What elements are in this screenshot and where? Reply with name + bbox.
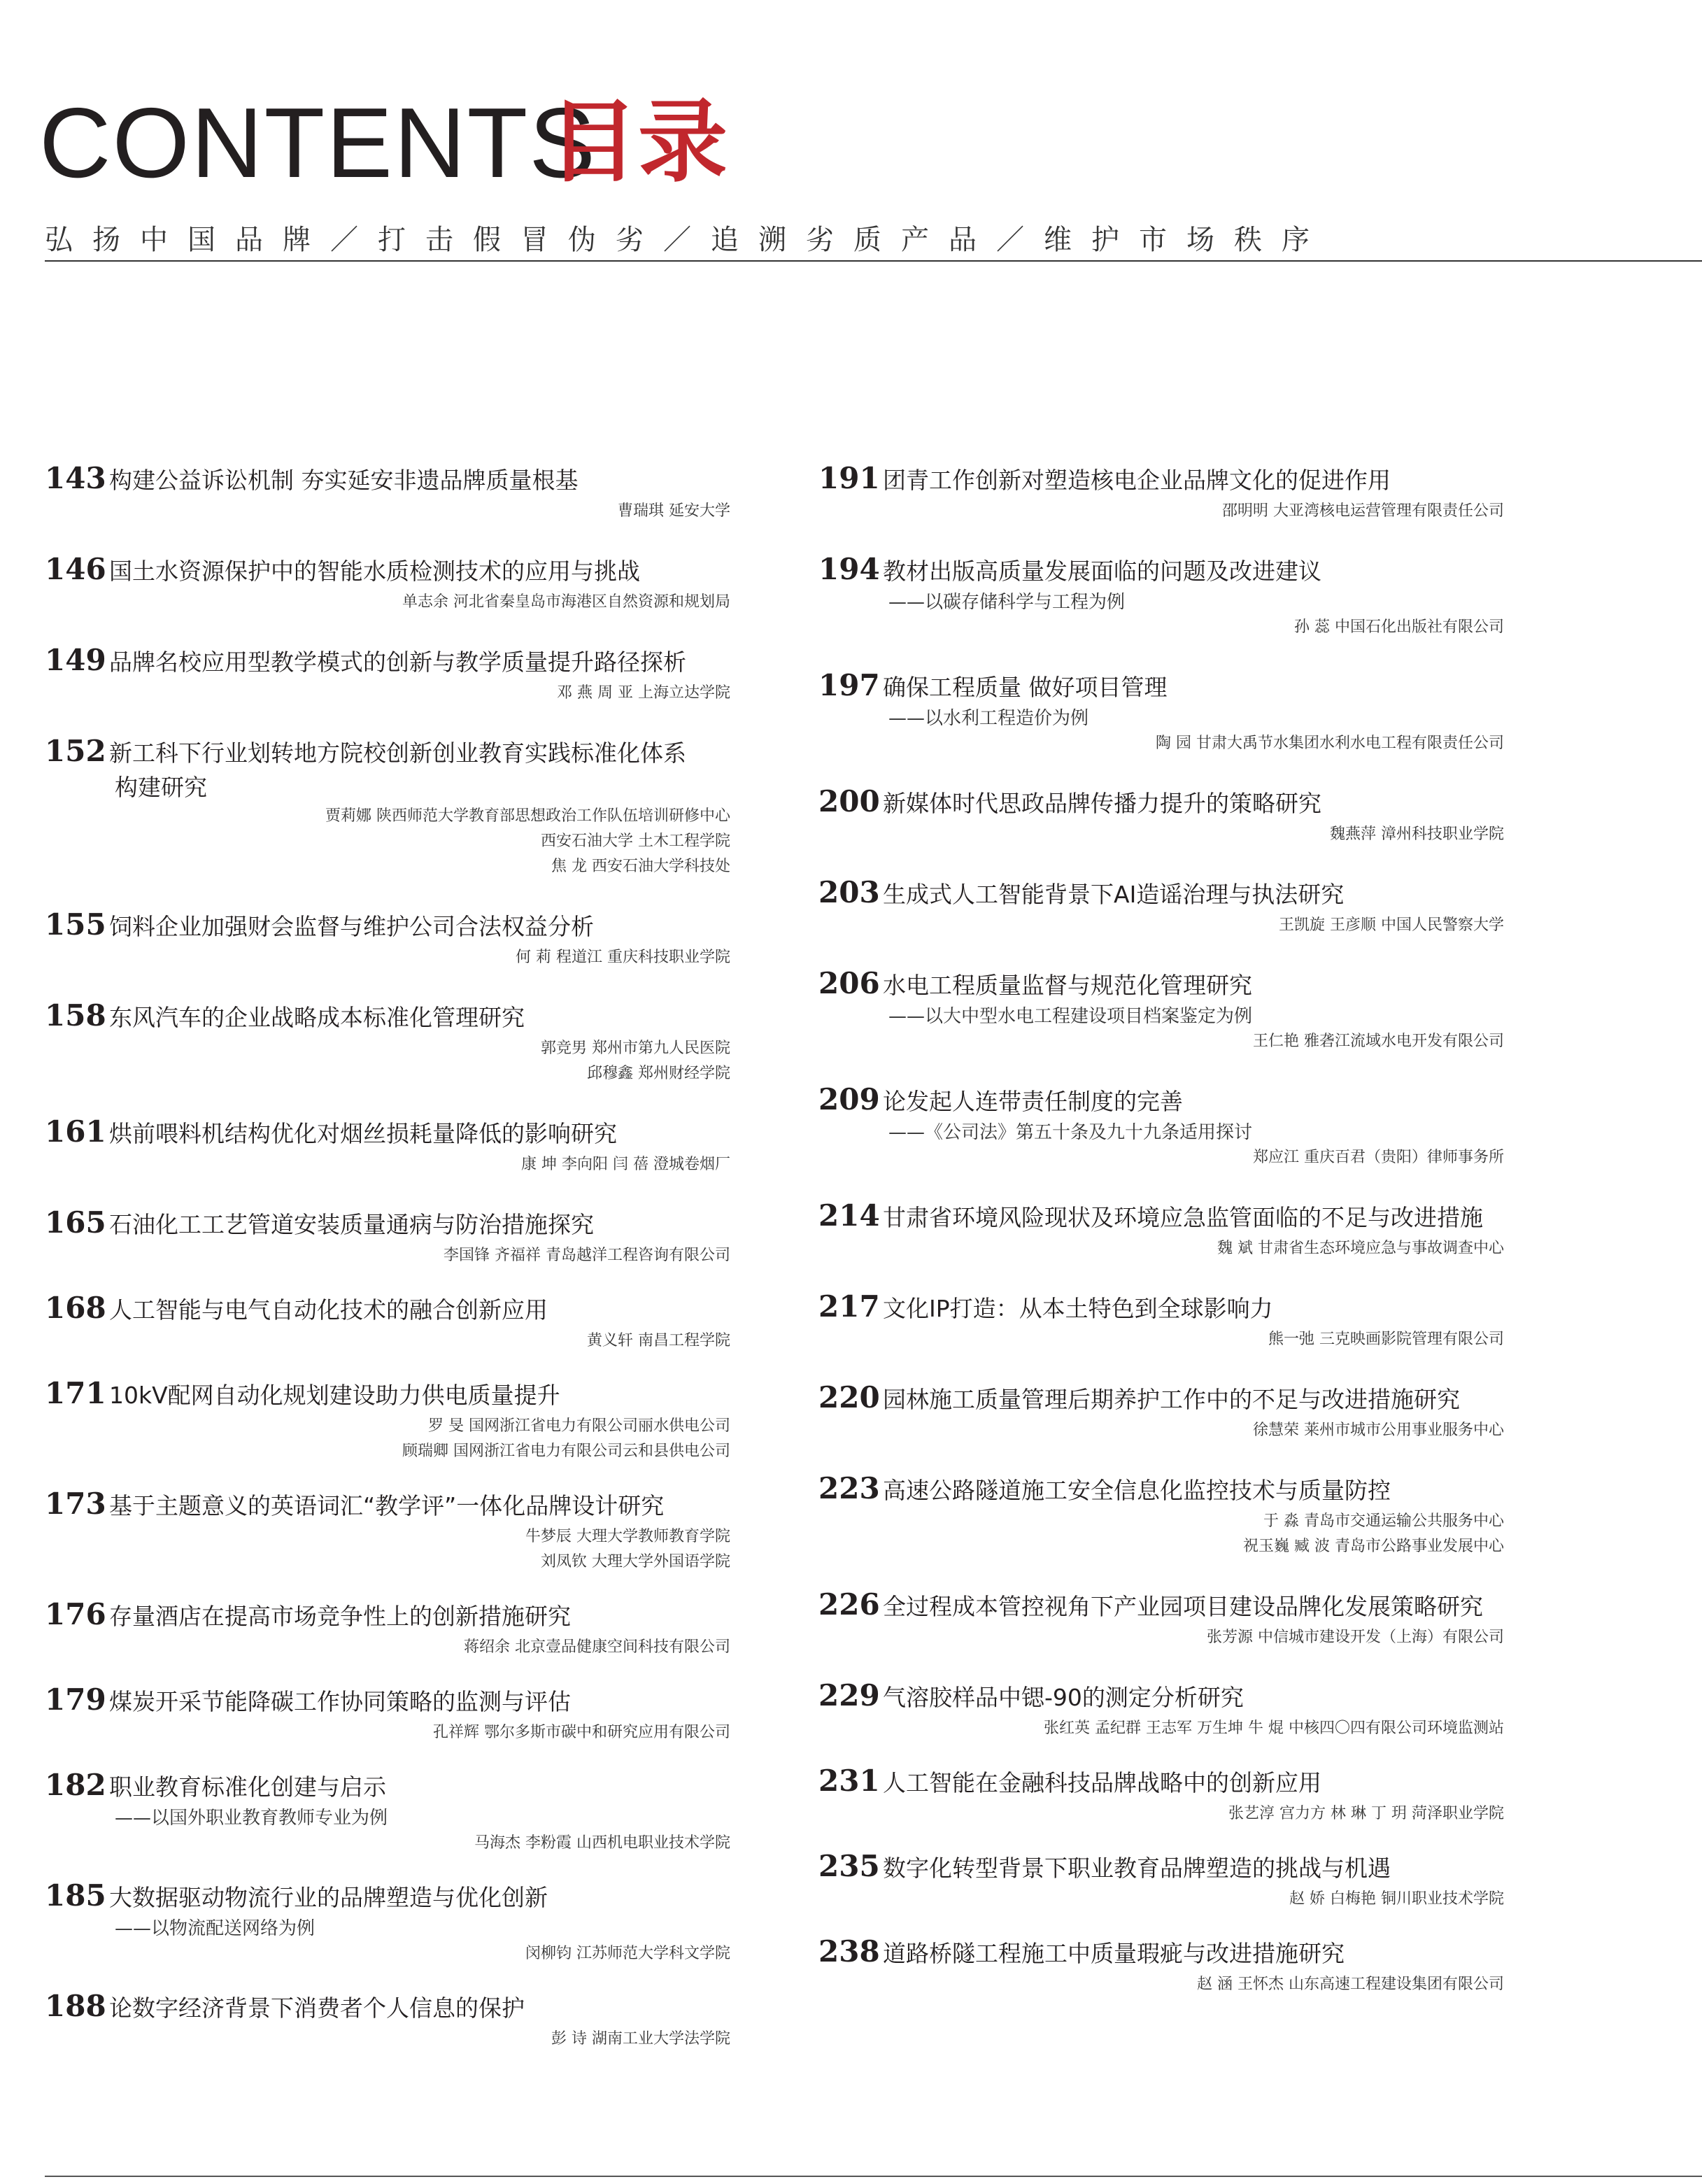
page-number: 158 <box>45 998 106 1033</box>
toc-entry[interactable] <box>818 963 1504 1054</box>
author-line: 张芳源 中信城市建设开发（上海）有限公司 <box>1207 1629 1504 1646</box>
article-title: 东风汽车的企业战略成本标准化管理研究 <box>109 1004 525 1031</box>
author-line: 孔祥辉 鄂尔多斯市碳中和研究应用有限公司 <box>433 1724 730 1741</box>
author-line: 邱穆鑫 郑州财经学院 <box>587 1065 730 1082</box>
author-line: 王仁艳 雅砻江流域水电开发有限公司 <box>1253 1033 1504 1050</box>
author-line: 顾瑞卿 国网浙江省电力有限公司云和县供电公司 <box>402 1442 730 1460</box>
article-subtitle: ——以水利工程造价为例 <box>888 708 1089 729</box>
author-line: 单志余 河北省秦皇岛市海港区自然资源和规划局 <box>402 593 730 611</box>
toc-entry[interactable] <box>818 781 1504 847</box>
toc-entry[interactable] <box>818 1286 1504 1352</box>
article-title: 论发起人连带责任制度的完善 <box>883 1088 1183 1115</box>
page-number: 223 <box>818 1471 880 1505</box>
page-number: 149 <box>45 643 106 677</box>
author-line: 邓 燕 周 亚 上海立达学院 <box>557 684 730 702</box>
toc-entry[interactable] <box>818 1931 1504 1997</box>
page-number: 173 <box>45 1487 106 1521</box>
article-title: 煤炭开采节能降碳工作协同策略的监测与评估 <box>109 1688 571 1715</box>
article-title: 新媒体时代思政品牌传播力提升的策略研究 <box>883 790 1321 817</box>
article-title: 石油化工工艺管道安装质量通病与防治措施探究 <box>109 1211 594 1238</box>
article-title: 气溶胶样品中锶-90的测定分析研究 <box>883 1684 1244 1711</box>
article-title: 人工智能在金融科技品牌战略中的创新应用 <box>883 1769 1321 1796</box>
article-title: 品牌名校应用型教学模式的创新与教学质量提升路径探析 <box>109 648 686 676</box>
author-line: 魏燕萍 漳州科技职业学院 <box>1330 825 1504 843</box>
toc-entry-title-row <box>45 1875 730 1916</box>
contents-title-cn: 目录 <box>548 90 728 194</box>
toc-entry-title-row <box>45 1765 730 1806</box>
author-line: 贾莉娜 陕西师范大学教育部思想政治工作队伍培训研修中心 <box>325 807 730 825</box>
author-line: 陶 园 甘肃大禹节水集团水利水电工程有限责任公司 <box>1156 735 1504 752</box>
author-line: 康 坤 李向阳 闫 蓓 澄城卷烟厂 <box>521 1156 730 1173</box>
toc-entry-title-row <box>818 549 1504 590</box>
article-title: 职业教育标准化创建与启示 <box>109 1773 386 1801</box>
page-number: 168 <box>45 1291 106 1325</box>
page-number: 182 <box>45 1768 106 1802</box>
author-line: 祝玉巍 臧 波 青岛市公路事业发展中心 <box>1243 1538 1504 1555</box>
toc-entry[interactable] <box>45 1594 730 1660</box>
toc-entry[interactable] <box>45 905 730 970</box>
author-line: 张红英 孟纪群 王志军 万生坤 牛 焜 中核四〇四有限公司环境监测站 <box>1044 1719 1504 1737</box>
author-line: 闵柳钧 江苏师范大学科文学院 <box>525 1945 730 1962</box>
toc-entry-title-row <box>818 458 1504 499</box>
toc-entry[interactable] <box>818 665 1504 756</box>
toc-entry-title-row <box>45 640 730 681</box>
toc-entry[interactable] <box>45 731 730 879</box>
toc-entry[interactable] <box>818 1468 1504 1559</box>
page-number: 203 <box>818 875 880 909</box>
article-subtitle: ——以物流配送网络为例 <box>115 1918 315 1939</box>
toc-entry[interactable] <box>45 1373 730 1464</box>
page-number: 217 <box>818 1289 880 1324</box>
author-line: 孙 蕊 中国石化出版社有限公司 <box>1294 618 1504 636</box>
toc-entry-title-row <box>45 731 730 772</box>
toc-entry-title-row <box>45 1594 730 1635</box>
toc-entry[interactable] <box>45 1986 730 2052</box>
page-number: 171 <box>45 1376 106 1410</box>
article-subtitle: ——以大中型水电工程建设项目档案鉴定为例 <box>888 1006 1253 1027</box>
toc-entry[interactable] <box>818 872 1504 938</box>
toc-entry-title-row <box>818 1846 1504 1887</box>
article-title: 确保工程质量 做好项目管理 <box>883 674 1168 701</box>
author-line: 黄义轩 南昌工程学院 <box>587 1332 730 1349</box>
toc-entry-title-row <box>818 781 1504 822</box>
author-line: 马海杰 李粉霞 山西机电职业技术学院 <box>474 1834 730 1852</box>
article-title: 论数字经济背景下消费者个人信息的保护 <box>109 1994 525 2022</box>
page-number: 231 <box>818 1764 880 1798</box>
toc-entry[interactable] <box>818 458 1504 524</box>
slogan: 弘扬中国品牌／打击假冒伪劣／追溯劣质产品／维护市场秩序 <box>45 224 1329 256</box>
toc-entry[interactable] <box>818 1196 1504 1261</box>
author-line: 曹瑞琪 延安大学 <box>618 502 730 520</box>
author-line: 魏 斌 甘肃省生态环境应急与事故调查中心 <box>1217 1240 1504 1257</box>
toc-entry[interactable] <box>45 1765 730 1856</box>
article-title: 大数据驱动物流行业的品牌塑造与优化创新 <box>109 1884 548 1911</box>
toc-entry-title-row <box>818 963 1504 1004</box>
toc-entry-title-row <box>45 549 730 590</box>
article-title: 团青工作创新对塑造核电企业品牌文化的促进作用 <box>883 467 1391 494</box>
page-number: 206 <box>818 966 880 1000</box>
toc-entry-title-row <box>818 1761 1504 1801</box>
article-title: 基于主题意义的英语词汇“教学评”一体化品牌设计研究 <box>109 1492 665 1519</box>
toc-entry-title-row <box>818 872 1504 913</box>
article-title: 道路桥隧工程施工中质量瑕疵与改进措施研究 <box>883 1940 1345 1967</box>
page-number: 191 <box>818 461 880 495</box>
footer-divider <box>45 2176 1702 2177</box>
page-number: 229 <box>818 1678 880 1713</box>
toc-entry[interactable] <box>45 995 730 1086</box>
toc-entry-title-row <box>818 1468 1504 1509</box>
article-title: 烘前喂料机结构优化对烟丝损耗量降低的影响研究 <box>109 1120 617 1147</box>
page-number: 146 <box>45 552 106 586</box>
toc-entry[interactable] <box>818 1761 1504 1827</box>
page-number: 220 <box>818 1380 880 1414</box>
page-number: 238 <box>818 1934 880 1969</box>
article-title: 水电工程质量监督与规范化管理研究 <box>883 972 1252 999</box>
toc-entry-title-row <box>45 995 730 1036</box>
author-line: 李国锋 齐福祥 青岛越洋工程咨询有限公司 <box>444 1247 730 1264</box>
page-number: 143 <box>45 461 106 495</box>
author-line: 熊一弛 三克映画影院管理有限公司 <box>1268 1331 1504 1348</box>
author-line: 刘凤钦 大理大学外国语学院 <box>541 1553 730 1570</box>
toc-entry[interactable] <box>45 1288 730 1354</box>
toc-entry-title-row <box>818 1377 1504 1418</box>
page-number: 179 <box>45 1682 106 1717</box>
article-title: 数字化转型背景下职业教育品牌塑造的挑战与机遇 <box>883 1855 1391 1882</box>
page-number: 226 <box>818 1587 880 1622</box>
toc-entry[interactable] <box>45 1680 730 1745</box>
article-title: 全过程成本管控视角下产业园项目建设品牌化发展策略研究 <box>883 1593 1483 1620</box>
toc-entry[interactable] <box>818 1584 1504 1650</box>
toc-entry-title-row <box>45 905 730 945</box>
author-line: 蒋绍余 北京壹品健康空间科技有限公司 <box>464 1638 730 1656</box>
contents-title-en: CONTENTS <box>39 87 597 199</box>
article-title: 文化IP打造：从本土特色到全球影响力 <box>883 1295 1273 1322</box>
toc-entry[interactable] <box>45 458 730 524</box>
toc-entry[interactable] <box>818 549 1504 640</box>
toc-entry[interactable] <box>45 1484 730 1575</box>
article-subtitle: ——以碳存储科学与工程为例 <box>888 592 1126 613</box>
author-line: 西安石油大学 土木工程学院 <box>541 832 730 850</box>
toc-left-column <box>45 458 730 2052</box>
page-number: 200 <box>818 784 880 818</box>
page-number: 185 <box>45 1878 106 1913</box>
toc-entry-title-row <box>45 1484 730 1524</box>
author-line: 赵 涵 王怀杰 山东高速工程建设集团有限公司 <box>1197 1976 1504 1993</box>
header-divider <box>45 260 1702 262</box>
page-number: 152 <box>45 734 106 768</box>
toc-entry-title-row <box>45 1203 730 1243</box>
author-line: 焦 龙 西安石油大学科技处 <box>551 858 730 875</box>
toc-entry[interactable] <box>45 1203 730 1268</box>
toc-entry[interactable] <box>45 1875 730 1966</box>
author-line: 罗 旻 国网浙江省电力有限公司丽水供电公司 <box>428 1417 730 1435</box>
toc-entry[interactable] <box>818 1846 1504 1912</box>
toc-entry[interactable] <box>818 1675 1504 1741</box>
author-line: 邵明明 大亚湾核电运营管理有限责任公司 <box>1222 502 1504 520</box>
page-number: 194 <box>818 552 880 586</box>
article-title: 人工智能与电气自动化技术的融合创新应用 <box>109 1296 548 1324</box>
toc-entry-title-row <box>818 665 1504 706</box>
article-title: 生成式人工智能背景下AI造谣治理与执法研究 <box>883 881 1345 908</box>
page-number: 155 <box>45 907 106 942</box>
author-line: 张艺淳 宫力方 林 琳 丁 玥 菏泽职业学院 <box>1228 1805 1504 1822</box>
article-title: 国土水资源保护中的智能水质检测技术的应用与挑战 <box>109 558 640 585</box>
toc-entry-title-row <box>45 1680 730 1720</box>
toc-entry-title-row <box>818 1931 1504 1972</box>
page-number: 209 <box>818 1082 880 1116</box>
author-line: 徐慧荣 莱州市城市公用事业服务中心 <box>1253 1421 1504 1439</box>
article-title-continued: 构建研究 <box>115 774 207 801</box>
author-line: 赵 娇 白梅艳 铜川职业技术学院 <box>1289 1890 1504 1908</box>
article-title: 甘肃省环境风险现状及环境应急监管面临的不足与改进措施 <box>883 1204 1483 1231</box>
toc-entry[interactable] <box>45 640 730 706</box>
article-title: 高速公路隧道施工安全信息化监控技术与质量防控 <box>883 1477 1391 1504</box>
toc-entry-title-row <box>818 1675 1504 1716</box>
article-subtitle: ——《公司法》第五十条及九十九条适用探讨 <box>888 1122 1253 1143</box>
page-number: 235 <box>818 1849 880 1883</box>
article-title: 存量酒店在提高市场竞争性上的创新措施研究 <box>109 1603 571 1630</box>
toc-entry[interactable] <box>818 1079 1504 1170</box>
toc-entry-title-row <box>45 1288 730 1328</box>
author-line: 于 淼 青岛市交通运输公共服务中心 <box>1263 1512 1504 1530</box>
page-number: 188 <box>45 1989 106 2023</box>
toc-entry-title-row <box>818 1584 1504 1625</box>
toc-entry-title-row <box>45 458 730 499</box>
article-subtitle: ——以国外职业教育教师专业为例 <box>115 1808 388 1829</box>
page-number: 161 <box>45 1114 106 1149</box>
author-line: 彭 诗 湖南工业大学法学院 <box>551 2030 730 2048</box>
toc-entry[interactable] <box>818 1377 1504 1443</box>
page-number: 176 <box>45 1597 106 1631</box>
toc-entry-title-row <box>45 1986 730 2027</box>
author-line: 何 莉 程道江 重庆科技职业学院 <box>516 949 730 966</box>
toc-entry[interactable] <box>45 549 730 615</box>
toc-entry-title-row <box>45 1373 730 1414</box>
page-number: 165 <box>45 1205 106 1240</box>
article-title: 构建公益诉讼机制 夯实延安非遗品牌质量根基 <box>109 467 579 494</box>
article-title: 10kV配网自动化规划建设助力供电质量提升 <box>109 1382 560 1409</box>
author-line: 牛梦辰 大理大学教师教育学院 <box>525 1528 730 1545</box>
page-number: 197 <box>818 668 880 702</box>
page-number: 214 <box>818 1198 880 1233</box>
toc-entry-title-row <box>818 1286 1504 1327</box>
toc-entry[interactable] <box>45 1112 730 1177</box>
article-title: 园林施工质量管理后期养护工作中的不足与改进措施研究 <box>883 1386 1460 1413</box>
author-line: 王凯旋 王彦顺 中国人民警察大学 <box>1279 916 1504 934</box>
article-title: 饲料企业加强财会监督与维护公司合法权益分析 <box>109 913 594 940</box>
toc-entry-title-row <box>818 1079 1504 1120</box>
toc-entry-title-row <box>45 1112 730 1152</box>
toc-right-column <box>818 458 1504 1997</box>
author-line: 郑应江 重庆百君（贵阳）律师事务所 <box>1253 1149 1504 1166</box>
author-line: 郭竞男 郑州市第九人民医院 <box>541 1040 730 1057</box>
article-title: 教材出版高质量发展面临的问题及改进建议 <box>883 558 1321 585</box>
toc-entry-title-row <box>818 1196 1504 1236</box>
article-title: 新工科下行业划转地方院校创新创业教育实践标准化体系 <box>109 739 686 767</box>
